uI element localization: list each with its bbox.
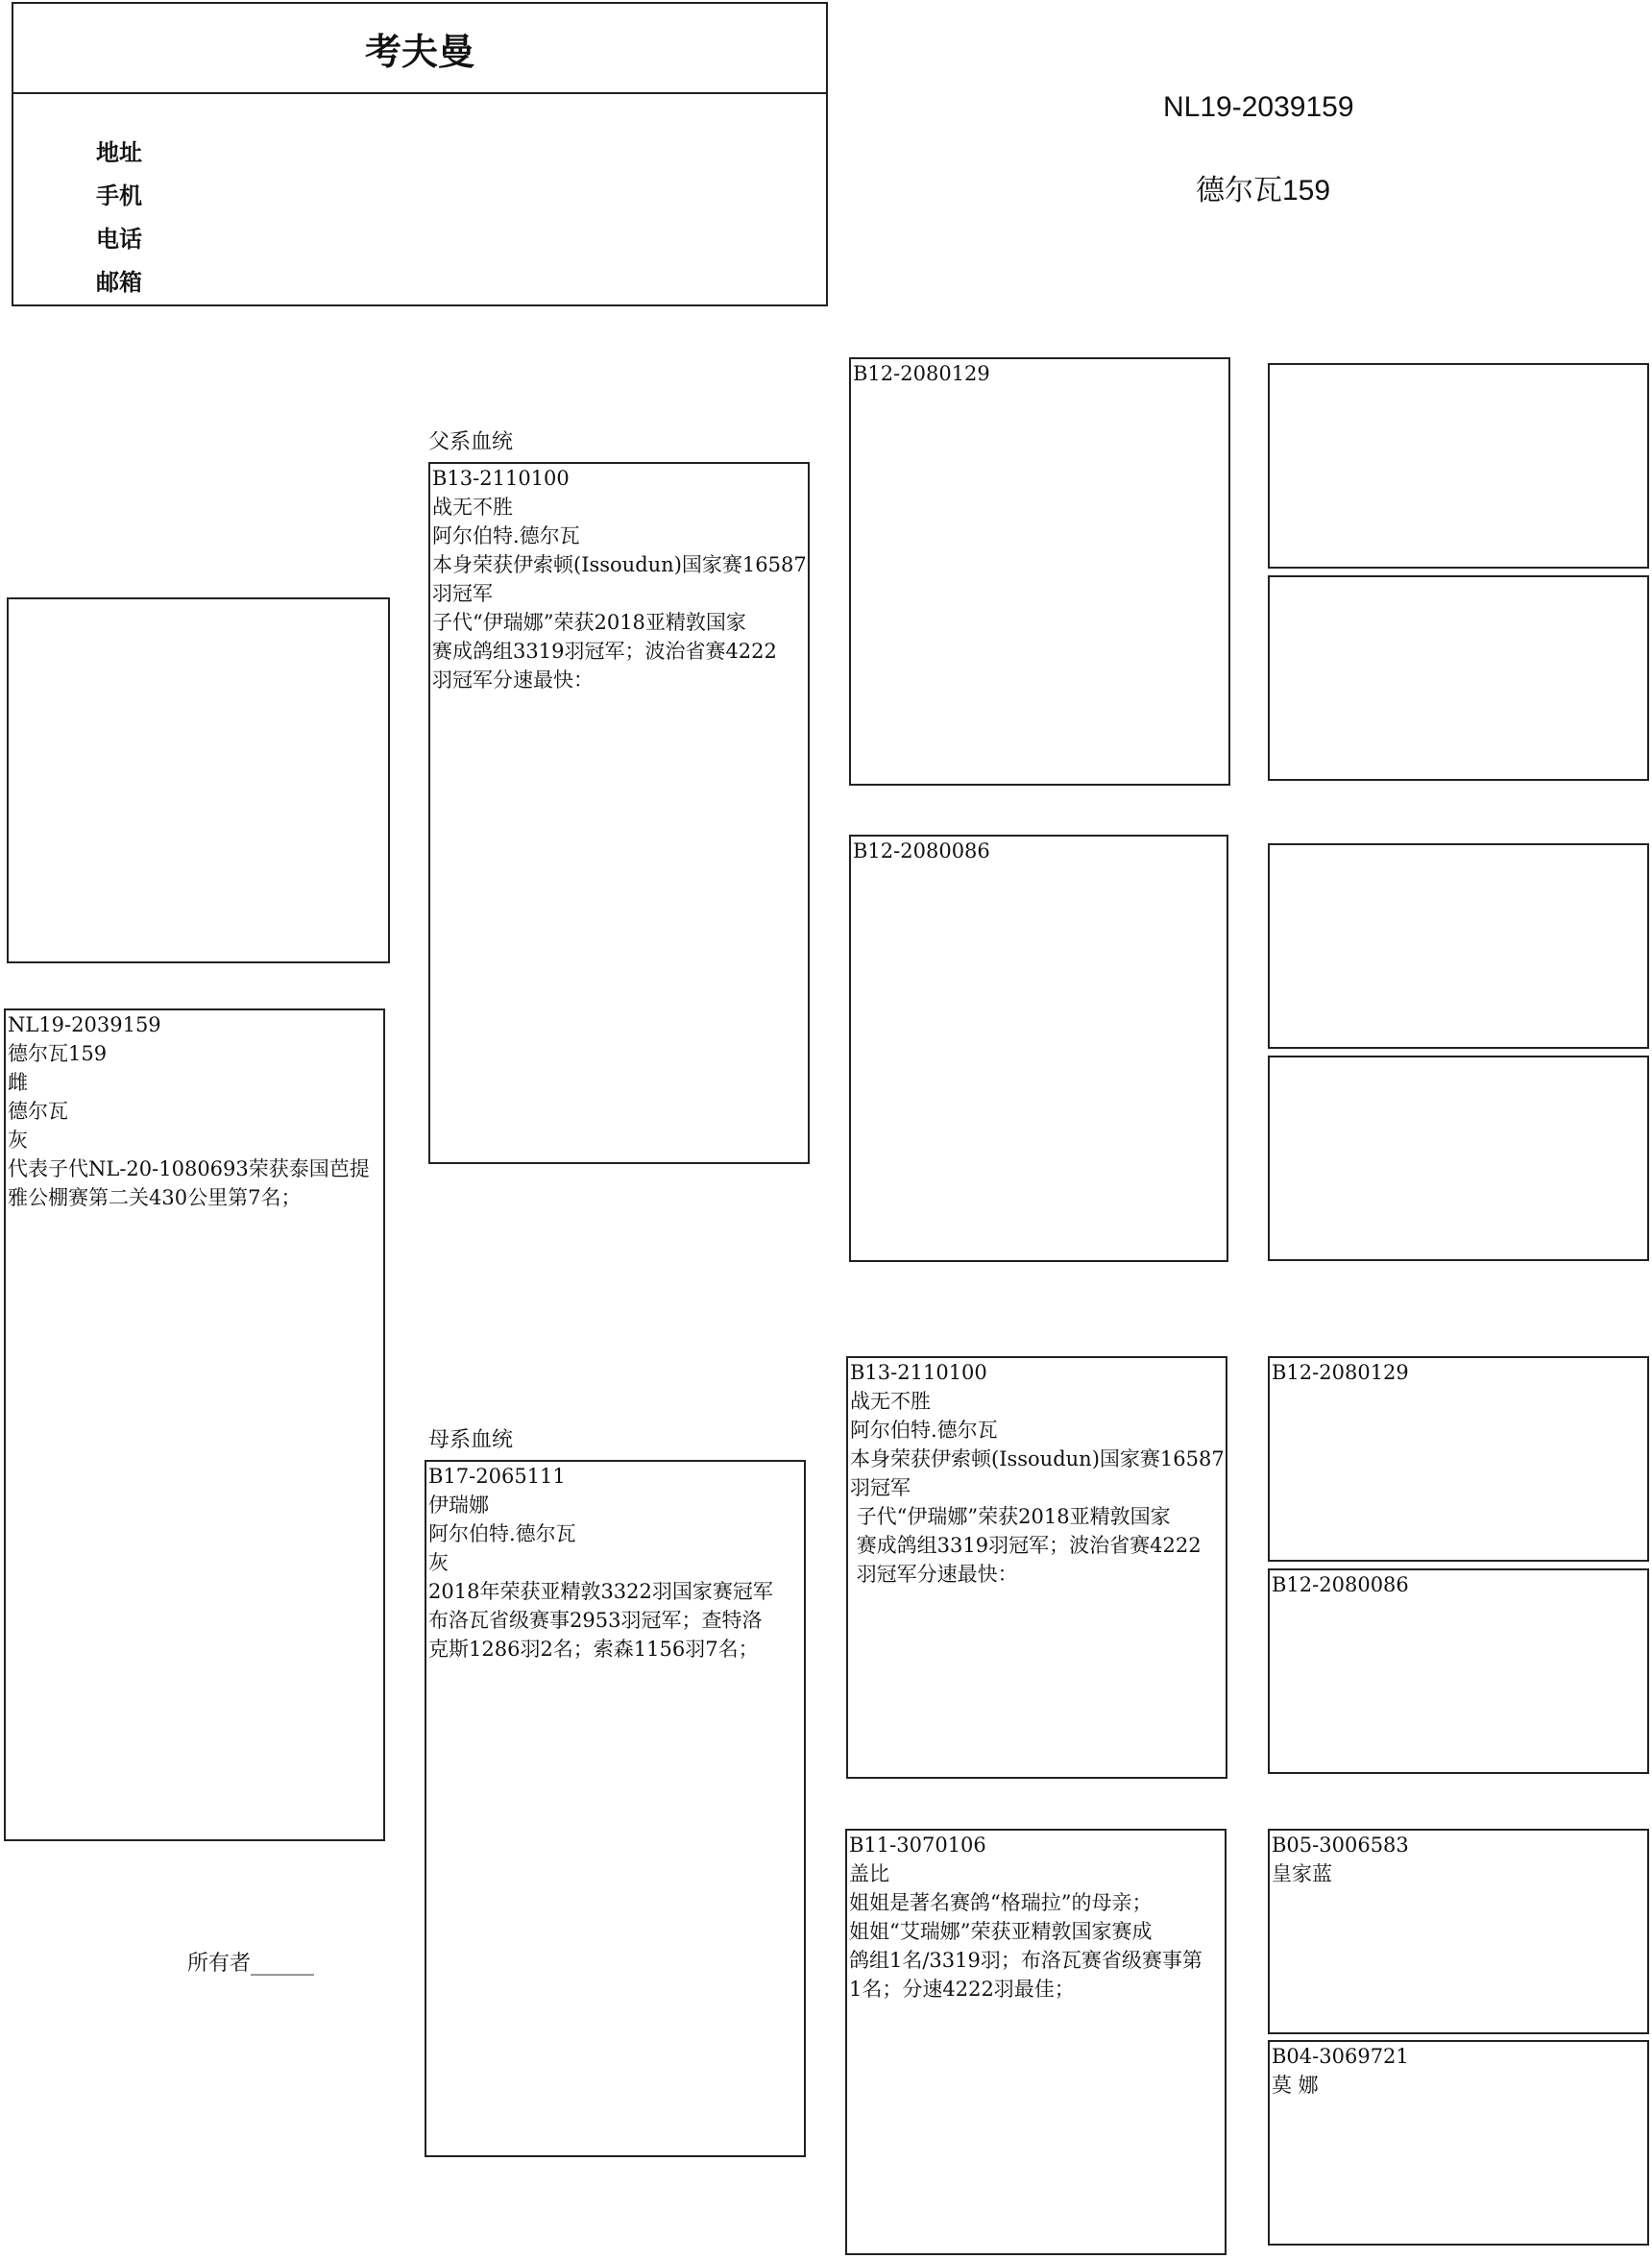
bird-detail-breeder: 德尔瓦 bbox=[8, 1100, 68, 1123]
dam-note: 布洛瓦省级赛事2953羽冠军；查特洛 bbox=[428, 1609, 763, 1632]
dam-dam-name: 盖比 bbox=[849, 1862, 889, 1885]
dam-color: 灰 bbox=[428, 1551, 449, 1574]
bird-detail-color: 灰 bbox=[8, 1129, 28, 1152]
sire-dam-ring: B12-2080086 bbox=[853, 839, 990, 862]
dam-sire-name: 战无不胜 bbox=[850, 1390, 931, 1413]
contact-address-label: 地址 bbox=[96, 139, 142, 166]
bird-photo-frame bbox=[7, 597, 390, 963]
owner-signature-line: 所有者______ bbox=[187, 1952, 315, 1976]
sire-note: 羽冠军 bbox=[432, 582, 493, 605]
dam-note: 2018年荣获亚精敦3322羽国家赛冠军 bbox=[428, 1580, 773, 1603]
sire-ring: B13-2110100 bbox=[432, 467, 570, 490]
sire-dam-box bbox=[849, 835, 1228, 1262]
bird-details-box bbox=[4, 1008, 385, 1841]
ancestor-box-empty bbox=[1268, 1056, 1649, 1261]
contact-phone-label: 电话 bbox=[96, 226, 142, 253]
dam-sire-ring: B13-2110100 bbox=[850, 1361, 987, 1384]
dam-dam-box bbox=[845, 1829, 1227, 2255]
ancestor-box-empty bbox=[1268, 575, 1649, 781]
sire-note: 赛成鸽组3319羽冠军；波治省赛4222 bbox=[432, 640, 777, 663]
dam-dam-dam-box bbox=[1268, 2040, 1649, 2246]
bird-ring-number: NL19-2039159 bbox=[1163, 91, 1354, 123]
dam-sire-dam-box bbox=[1268, 1568, 1649, 1774]
dam-sire-note: 子代“伊瑞娜”荣获2018亚精敦国家 bbox=[850, 1505, 1171, 1528]
owner-name: 考夫曼 bbox=[13, 4, 826, 94]
dam-section-label: 母系血统 bbox=[428, 1428, 514, 1452]
dam-dam-note: 1名；分速4222羽最佳； bbox=[849, 1978, 1075, 2001]
dam-dam-dam-ring: B04-3069721 bbox=[1272, 2045, 1409, 2068]
dam-dam-ring: B11-3070106 bbox=[849, 1834, 986, 1857]
bird-name: 德尔瓦159 bbox=[1196, 175, 1331, 206]
sire-note: 子代“伊瑞娜”荣获2018亚精敦国家 bbox=[432, 611, 746, 634]
dam-sire-dam-ring: B12-2080086 bbox=[1272, 1573, 1409, 1596]
bird-detail-ring: NL19-2039159 bbox=[8, 1013, 161, 1036]
dam-name: 伊瑞娜 bbox=[428, 1494, 489, 1517]
bird-detail-sex: 雌 bbox=[8, 1071, 28, 1094]
owner-header-box bbox=[12, 2, 828, 306]
dam-note: 克斯1286羽2名；索森1156羽7名； bbox=[428, 1638, 759, 1661]
sire-sire-ring: B12-2080129 bbox=[853, 362, 990, 385]
sire-sire-box bbox=[849, 357, 1230, 786]
dam-sire-breeder: 阿尔伯特.德尔瓦 bbox=[850, 1419, 998, 1442]
sire-note: 本身荣获伊索顿(Issoudun)国家赛16587 bbox=[432, 553, 807, 576]
ancestor-box-empty bbox=[1268, 843, 1649, 1049]
dam-ring: B17-2065111 bbox=[428, 1465, 566, 1488]
dam-dam-note: 姐姐“艾瑞娜”荣获亚精敦国家赛成 bbox=[849, 1920, 1153, 1943]
dam-sire-note: 本身荣获伊索顿(Issoudun)国家赛16587 bbox=[850, 1447, 1225, 1470]
dam-sire-note: 羽冠军分速最快： bbox=[850, 1563, 1018, 1586]
dam-dam-dam-name: 莫 娜 bbox=[1272, 2074, 1319, 2097]
sire-name: 战无不胜 bbox=[432, 496, 513, 519]
ancestor-box-empty bbox=[1268, 363, 1649, 569]
dam-sire-note: 羽冠军 bbox=[850, 1476, 911, 1499]
contact-email-label: 邮箱 bbox=[96, 269, 142, 296]
dam-sire-note: 赛成鸽组3319羽冠军；波治省赛4222 bbox=[850, 1534, 1202, 1557]
dam-sire-sire-ring: B12-2080129 bbox=[1272, 1361, 1409, 1384]
sire-note: 羽冠军分速最快： bbox=[432, 668, 594, 692]
sire-section-label: 父系血统 bbox=[428, 430, 514, 454]
dam-dam-note: 鸽组1名/3319羽；布洛瓦赛省级赛事第 bbox=[849, 1949, 1203, 1972]
contact-mobile-label: 手机 bbox=[96, 182, 142, 209]
dam-dam-sire-name: 皇家蓝 bbox=[1272, 1862, 1332, 1885]
dam-sire-sire-box bbox=[1268, 1356, 1649, 1562]
bird-detail-name: 德尔瓦159 bbox=[8, 1042, 108, 1065]
dam-sire-box bbox=[846, 1356, 1227, 1779]
bird-detail-note: 代表子代NL-20-1080693荣获泰国芭提 bbox=[8, 1157, 370, 1180]
dam-breeder: 阿尔伯特.德尔瓦 bbox=[428, 1522, 576, 1545]
dam-dam-note: 姐姐是著名赛鸽“格瑞拉”的母亲； bbox=[849, 1891, 1153, 1914]
sire-breeder: 阿尔伯特.德尔瓦 bbox=[432, 524, 580, 547]
dam-dam-sire-ring: B05-3006583 bbox=[1272, 1834, 1409, 1857]
bird-detail-note: 雅公棚赛第二关430公里第7名； bbox=[8, 1186, 302, 1209]
dam-box bbox=[425, 1460, 806, 2157]
dam-dam-sire-box bbox=[1268, 1829, 1649, 2034]
sire-box bbox=[428, 462, 810, 1164]
